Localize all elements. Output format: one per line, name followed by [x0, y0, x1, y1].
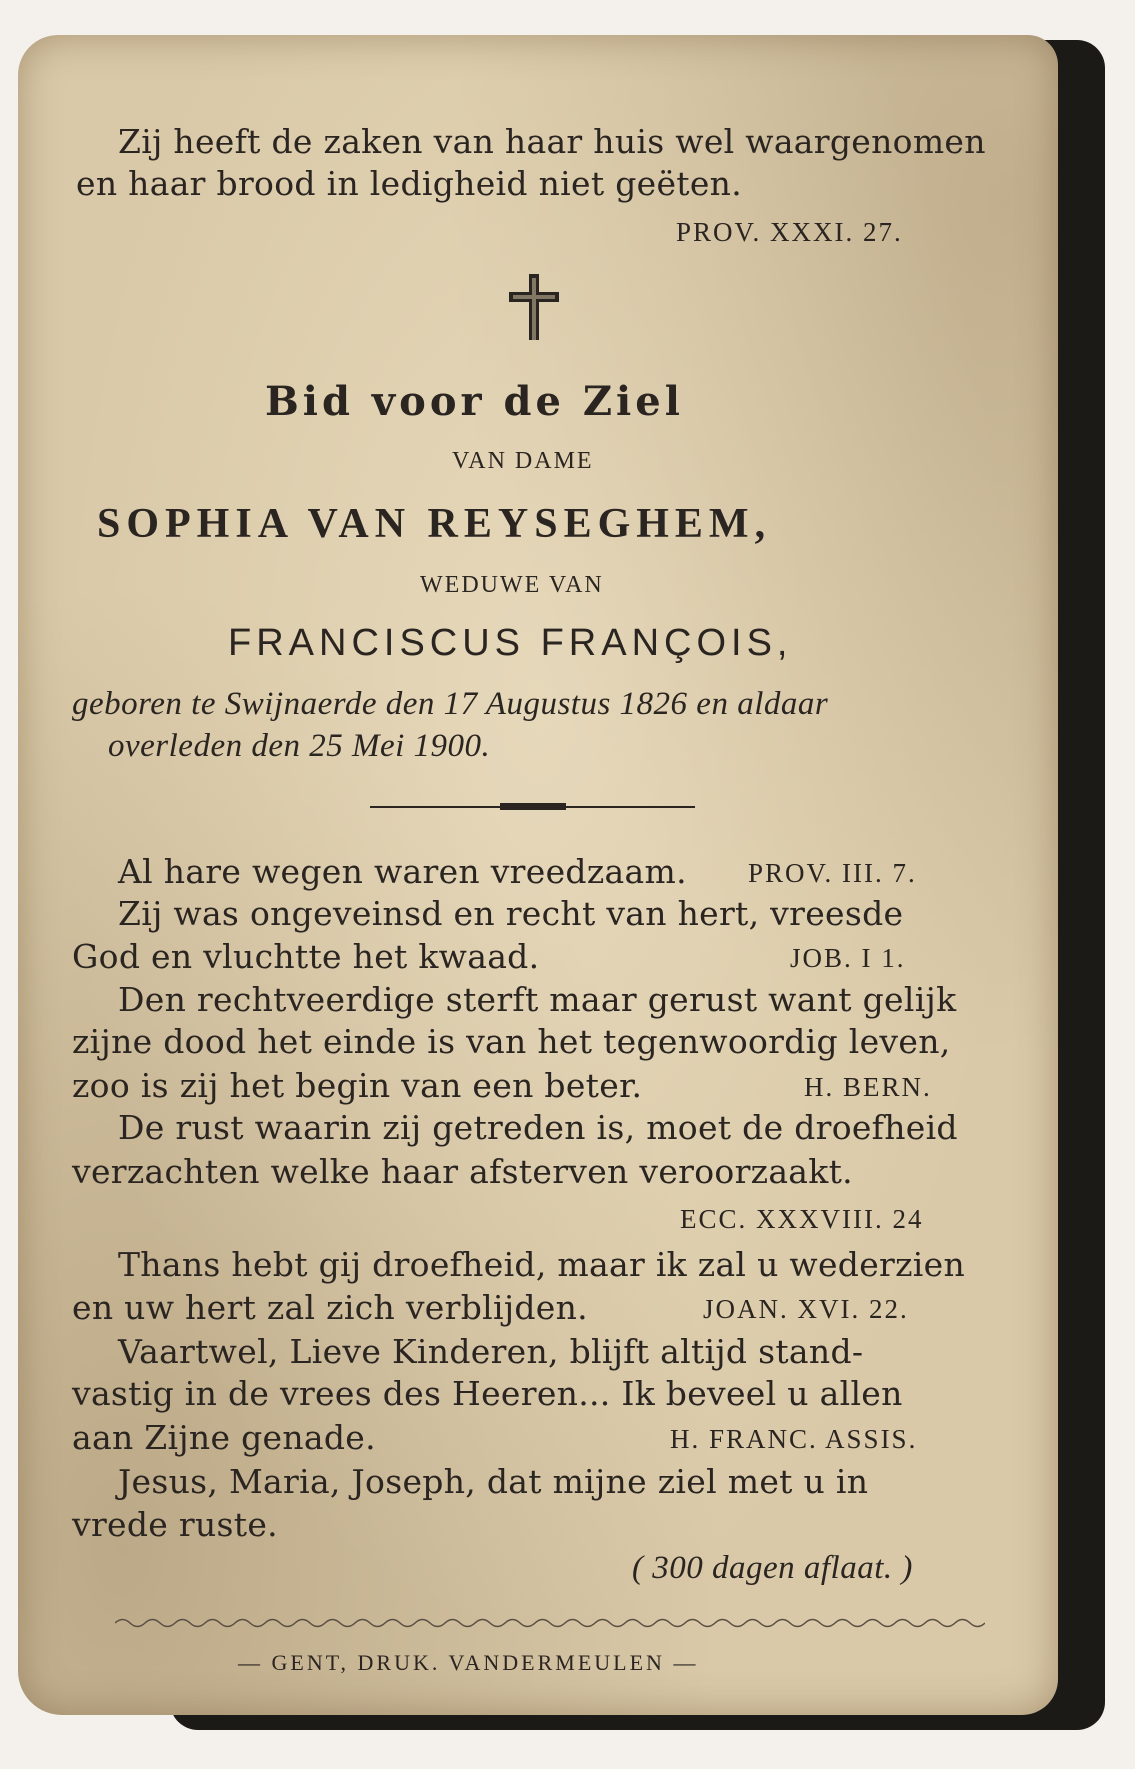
top-verse-line-1: Zij heeft de zaken van haar huis wel waargenomen — [118, 122, 986, 161]
verse-reference: JOB. I 1. — [790, 943, 906, 973]
verse-line: Jesus, Maria, Joseph, dat mijne ziel met u in — [118, 1462, 869, 1501]
divider-center-bar — [500, 803, 566, 810]
verse-line: vrede ruste. — [72, 1505, 278, 1544]
birth-line-2: overleden den 25 Mei 1900. — [108, 728, 491, 764]
verse-line: God en vluchtte het kwaad. — [72, 937, 540, 976]
verse-line: Zij was ongeveinsd en recht van hert, vreesde — [118, 894, 904, 933]
verse-line: vastig in de vrees des Heeren... Ik beveel u allen — [72, 1374, 903, 1413]
wavy-ornament — [115, 1615, 985, 1631]
top-verse-reference: PROV. XXXI. 27. — [676, 217, 903, 247]
verse-line: en uw hert zal zich verblijden. — [72, 1288, 588, 1327]
verse-line: aan Zijne genade. — [72, 1418, 376, 1457]
verse-line: zoo is zij het begin van een beter. — [72, 1066, 643, 1105]
verse-line: zijne dood het einde is van het tegenwoordig leven, — [72, 1022, 951, 1061]
verse-reference: H. BERN. — [804, 1072, 932, 1102]
verse-reference: PROV. III. 7. — [748, 858, 917, 888]
weduwe-van-label: WEDUWE VAN — [420, 572, 604, 598]
verse-reference: ECC. XXXVIII. 24 — [680, 1204, 924, 1234]
verse-line: Den rechtveerdige sterft maar gerust want gelijk — [118, 980, 957, 1019]
indulgence-note: ( 300 dagen aflaat. ) — [632, 1550, 913, 1586]
verse-line: Thans hebt gij droefheid, maar ik zal u wederzien — [118, 1245, 966, 1284]
deceased-name: SOPHIA VAN REYSEGHEM, — [97, 501, 772, 547]
verse-reference: H. FRANC. ASSIS. — [670, 1424, 918, 1454]
birth-line-1: geboren te Swijnaerde den 17 Augustus 1826 en aldaar — [72, 686, 829, 722]
verse-line: Vaartwel, Lieve Kinderen, blijft altijd stand- — [118, 1332, 864, 1371]
verse-line: Al hare wegen waren vreedzaam. — [118, 852, 687, 891]
printer-credit: — GENT, DRUK. VANDERMEULEN — — [238, 1650, 699, 1675]
verse-line: De rust waarin zij getreden is, moet de droefheid — [118, 1108, 958, 1147]
top-verse-line-2: en haar brood in ledigheid niet geëten. — [76, 164, 743, 203]
verse-reference: JOAN. XVI. 22. — [703, 1294, 909, 1324]
verse-line: verzachten welke haar afsterven veroorzaakt. — [72, 1152, 853, 1191]
card-title: Bid voor de Ziel — [265, 378, 684, 425]
husband-name: FRANCISCUS FRANÇOIS, — [228, 622, 793, 664]
latin-cross-icon — [505, 272, 563, 348]
van-dame-label: VAN DAME — [452, 448, 594, 474]
